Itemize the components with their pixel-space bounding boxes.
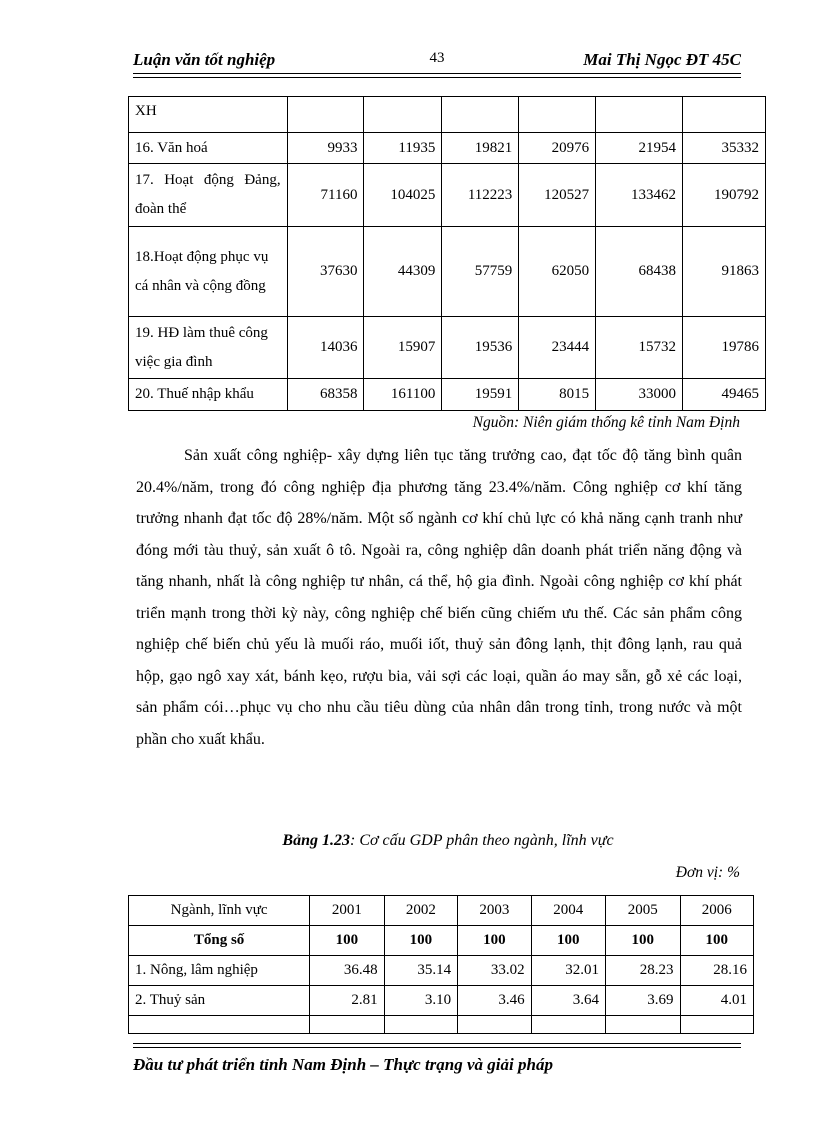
cell: 91863	[683, 227, 766, 317]
table-row	[129, 317, 766, 379]
row-label: 20. Thuế nhập khẩu	[129, 379, 288, 411]
table-row	[129, 956, 754, 986]
cell	[519, 97, 596, 133]
cell: 3.10	[384, 986, 457, 1016]
cell: 100	[606, 926, 680, 956]
cell: 3.69	[606, 986, 680, 1016]
cell: 19536	[442, 317, 519, 379]
row-label: 16. Văn hoá	[129, 133, 288, 164]
table-row	[129, 133, 766, 164]
cell: 21954	[596, 133, 683, 164]
row-label: 2. Thuỷ sản	[129, 986, 310, 1016]
table-row	[129, 164, 766, 227]
cell: 19821	[442, 133, 519, 164]
cell: 68438	[596, 227, 683, 317]
year-header: 2002	[384, 896, 457, 926]
cell: 120527	[519, 164, 596, 227]
cell: 100	[384, 926, 457, 956]
cell: 23444	[519, 317, 596, 379]
cell: 37630	[287, 227, 364, 317]
cell: 32.01	[531, 956, 605, 986]
cell: 19591	[442, 379, 519, 411]
table-row	[129, 986, 754, 1016]
caption-text: : Cơ cấu GDP phân theo ngành, lĩnh vực	[349, 832, 614, 849]
cell	[442, 97, 519, 133]
header-rule	[133, 73, 741, 74]
cell: 71160	[287, 164, 364, 227]
row-label: XH	[129, 97, 288, 133]
cell	[287, 97, 364, 133]
cell	[384, 1016, 457, 1034]
cell: 49465	[683, 379, 766, 411]
cell: 62050	[519, 227, 596, 317]
cell: 35332	[683, 133, 766, 164]
cell: 100	[680, 926, 754, 956]
cell: 133462	[596, 164, 683, 227]
cell: 3.46	[458, 986, 531, 1016]
cell: 104025	[364, 164, 442, 227]
header-thesis-label: Luận văn tốt nghiệp	[133, 50, 276, 69]
cell: 33.02	[458, 956, 531, 986]
year-header: 2006	[680, 896, 754, 926]
row-label: 17. Hoạt động Đảng, đoàn thể	[129, 164, 288, 227]
cell: 8015	[519, 379, 596, 411]
gdp-value-table-continued	[128, 96, 766, 411]
footer-rule	[133, 1047, 741, 1048]
cell: 57759	[442, 227, 519, 317]
cell: 161100	[364, 379, 442, 411]
row-label: 19. HĐ làm thuê công việc gia đình	[129, 317, 288, 379]
page-number: 43	[429, 50, 445, 66]
cell	[364, 97, 442, 133]
cell: 100	[310, 926, 384, 956]
row-label: Tổng số	[129, 926, 310, 956]
row-label: 1. Nông, lâm nghiệp	[129, 956, 310, 986]
cell: 112223	[442, 164, 519, 227]
row-label: 18.Hoạt động phục vụ cá nhân và cộng đồng	[129, 227, 288, 317]
cell	[310, 1016, 384, 1034]
cell: 20976	[519, 133, 596, 164]
year-header: 2005	[606, 896, 680, 926]
cell: 36.48	[310, 956, 384, 986]
cell: 190792	[683, 164, 766, 227]
table-header-row	[129, 896, 754, 926]
header-rule-thin	[133, 77, 741, 78]
cell: 68358	[287, 379, 364, 411]
cell: 3.64	[531, 986, 605, 1016]
table-row	[129, 379, 766, 411]
page-header	[133, 50, 741, 74]
cell: 33000	[596, 379, 683, 411]
gdp-structure-table	[128, 895, 754, 1034]
cell	[683, 97, 766, 133]
cell: 100	[531, 926, 605, 956]
table-row	[129, 97, 766, 133]
year-header: 2004	[531, 896, 605, 926]
cell	[606, 1016, 680, 1034]
cell	[680, 1016, 754, 1034]
cell	[596, 97, 683, 133]
table-caption	[128, 832, 768, 850]
cell: 28.16	[680, 956, 754, 986]
cell: 100	[458, 926, 531, 956]
cell: 28.23	[606, 956, 680, 986]
page-footer: Đầu tư phát triển tỉnh Nam Định – Thực trạng và giải pháp	[133, 1055, 553, 1074]
cell: 19786	[683, 317, 766, 379]
cell: 14036	[287, 317, 364, 379]
table-row-empty	[129, 1016, 754, 1034]
cell: 2.81	[310, 986, 384, 1016]
year-header: 2001	[310, 896, 384, 926]
cell	[531, 1016, 605, 1034]
caption-number: Bảng 1.23	[282, 832, 350, 849]
cell: 15732	[596, 317, 683, 379]
table-row	[129, 227, 766, 317]
cell: 9933	[287, 133, 364, 164]
unit-note: Đơn vị: %	[675, 864, 740, 881]
year-header: 2003	[458, 896, 531, 926]
table-row-total	[129, 926, 754, 956]
footer-rule-thin	[133, 1043, 741, 1044]
cell: 35.14	[384, 956, 457, 986]
source-note: Nguồn: Niên giám thống kê tỉnh Nam Định	[472, 414, 740, 431]
cell	[129, 1016, 310, 1034]
header-author: Mai Thị Ngọc ĐT 45C	[583, 50, 741, 69]
body-paragraph: Sản xuất công nghiệp- xây dựng liên tục tăng trưởng cao, đạt tốc độ tăng bình quân 20.4%/năm, trong đó công nghiệp địa phương tăng 23.4%/năm. Công nghiệp cơ khí tăng trưởng nhanh đạt tốc độ 28%/năm. Một số ngành cơ khí chủ lực có khả năng cạnh tranh như đóng mới tàu thuỷ, sản xuất ô tô. Ngoài ra, công nghiệp dân doanh phát triển năng động và tăng nhanh, nhất là công nghiệp tư nhân, cá thể, hộ gia đình. Ngoài công nghiệp cơ khí phát triển mạnh trong thời kỳ này, công nghiệp chế biến cũng chiếm ưu thế. Các sản phẩm công nghiệp chế biến chủ yếu là muối ráo, muối iốt, thuỷ sản đông lạnh, thịt đông lạnh, rau quả hộp, gạo ngô xay xát, bánh kẹo, rượu bia, vải sợi các loại, quần áo may sẵn, gỗ xẻ các loại, sản phẩm cói…phục vụ cho nhu cầu tiêu dùng của nhân dân trong tỉnh, trong nước và một phần cho xuất khẩu.	[136, 447, 742, 748]
cell	[458, 1016, 531, 1034]
cell: 11935	[364, 133, 442, 164]
cell: 15907	[364, 317, 442, 379]
cell: 44309	[364, 227, 442, 317]
header-cell: Ngành, lĩnh vực	[129, 896, 310, 926]
cell: 4.01	[680, 986, 754, 1016]
